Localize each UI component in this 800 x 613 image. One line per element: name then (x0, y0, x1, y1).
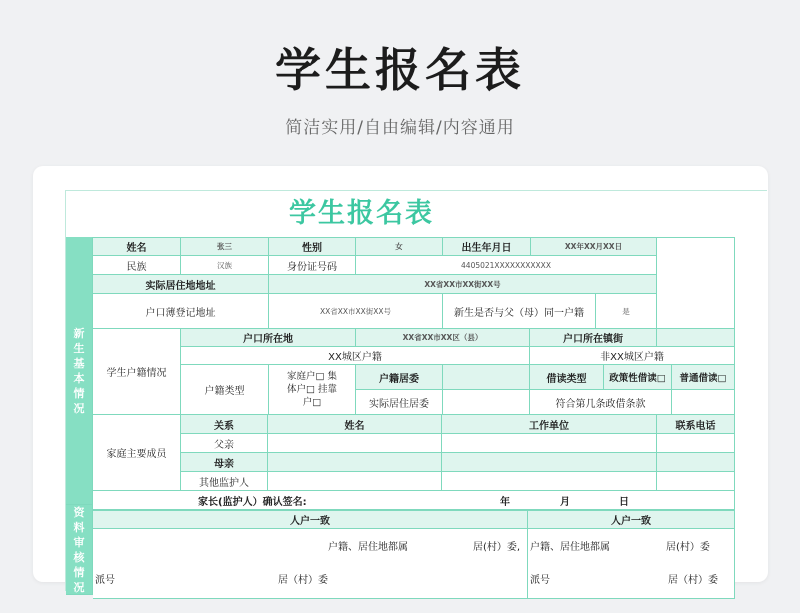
signature-year: 年 (500, 496, 510, 508)
family-row-work[interactable] (442, 453, 657, 472)
id-value[interactable]: 4405021XXXXXXXXXXX (356, 256, 657, 275)
hukou-location-value[interactable]: XX省XX市XX区（县） (356, 329, 530, 347)
review-left-body[interactable] (93, 529, 528, 599)
page-subtitle: 简洁实用/自由编辑/内容通用 (285, 118, 515, 138)
review-left-line2: 派号 (95, 575, 115, 586)
family-row-name[interactable] (268, 434, 442, 453)
family-row-work[interactable] (442, 472, 657, 491)
review-left-line1: 户籍、居住地都属 (328, 542, 408, 553)
family-row-phone[interactable] (657, 472, 735, 491)
family-col-name: 姓名 (268, 415, 442, 434)
family-row-relation: 其他监护人 (181, 472, 268, 491)
family-row-phone[interactable] (657, 434, 735, 453)
review-right-line1: 户籍、居住地都属 (530, 542, 610, 553)
same-hukou-label: 新生是否与父（母）同一户籍 (443, 294, 596, 329)
ethnic-value[interactable]: 汉族 (181, 256, 269, 275)
review-right-header: 人户一致 (528, 510, 735, 529)
signature-row[interactable] (93, 491, 735, 510)
actual-committee-value[interactable] (443, 390, 530, 415)
hukou-street-value[interactable] (657, 329, 735, 347)
normal-study-checkbox[interactable]: 普通借读□ (672, 365, 735, 390)
policy-clause-label: 符合第几条政借条款 (530, 390, 672, 415)
study-type-label: 借读类型 (530, 365, 604, 390)
hukou-address-value[interactable]: XX省XX市XX街XX号 (269, 294, 443, 329)
family-col-work: 工作单位 (442, 415, 657, 434)
hukou-street-label: 户口所在镇街 (530, 329, 657, 347)
id-label: 身份证号码 (269, 256, 356, 275)
gender-label: 性别 (269, 237, 356, 256)
policy-study-checkbox[interactable]: 政策性借读□ (604, 365, 672, 390)
form-card (33, 166, 768, 594)
hukou-committee-label: 户籍居委 (356, 365, 443, 390)
photo-area[interactable] (657, 237, 735, 329)
birth-value[interactable]: XX年XX月XX日 (531, 237, 657, 256)
family-row-name[interactable] (268, 472, 442, 491)
page-title: 学生报名表 (275, 43, 525, 97)
name-value[interactable]: 张三 (181, 237, 269, 256)
gender-value[interactable]: 女 (356, 237, 443, 256)
family-row-phone[interactable] (657, 453, 735, 472)
address-value[interactable]: XX省XX市XX街XX号 (269, 275, 657, 294)
hukou-type-options[interactable]: 家庭户□ 集体户□ 挂靠户□ (269, 365, 356, 415)
birth-label: 出生年月日 (443, 237, 531, 256)
policy-clause-value[interactable] (672, 390, 735, 415)
same-hukou-value[interactable]: 是 (596, 294, 657, 329)
review-right-line2: 派号 (530, 575, 550, 586)
family-col-phone: 联系电话 (657, 415, 735, 434)
ethnic-label: 民族 (93, 256, 181, 275)
family-row-relation: 父亲 (181, 434, 268, 453)
section-label-basic: 新生基本情况 (66, 237, 93, 505)
family-row-work[interactable] (442, 434, 657, 453)
out-city-hukou: 非XX城区户籍 (530, 347, 735, 365)
address-label: 实际居住地地址 (93, 275, 269, 294)
signature-label: 家长(监护人）确认签名: (198, 496, 307, 508)
actual-committee-label: 实际居住居委 (356, 390, 443, 415)
hukou-type-label: 户籍类型 (181, 365, 269, 415)
hukou-group-label: 学生户籍情况 (93, 329, 181, 415)
hukou-location-label: 户口所在地 (181, 329, 356, 347)
in-city-hukou: XX城区户籍 (181, 347, 530, 365)
family-row-relation: 母亲 (181, 453, 268, 472)
review-left-header: 人户一致 (93, 510, 528, 529)
section-label-review: 资料审核情况 (66, 505, 93, 595)
family-row-name[interactable] (268, 453, 442, 472)
signature-month: 月 (560, 496, 570, 508)
sheet-title: 学生报名表 (289, 198, 434, 229)
review-right-line2-tail: 居（村）委 (668, 575, 718, 586)
signature-day: 日 (619, 496, 629, 508)
form-sheet (65, 190, 767, 594)
name-label: 姓名 (93, 237, 181, 256)
family-group-label: 家庭主要成员 (93, 415, 181, 491)
family-col-relation: 关系 (181, 415, 268, 434)
hukou-committee-value[interactable] (443, 365, 530, 390)
review-right-line1-tail: 居(村）委 (666, 542, 710, 553)
review-left-line1-tail: 居(村）委, (473, 542, 521, 553)
hukou-address-label: 户口薄登记地址 (93, 294, 269, 329)
review-left-line2-tail: 居（村）委 (278, 575, 328, 586)
